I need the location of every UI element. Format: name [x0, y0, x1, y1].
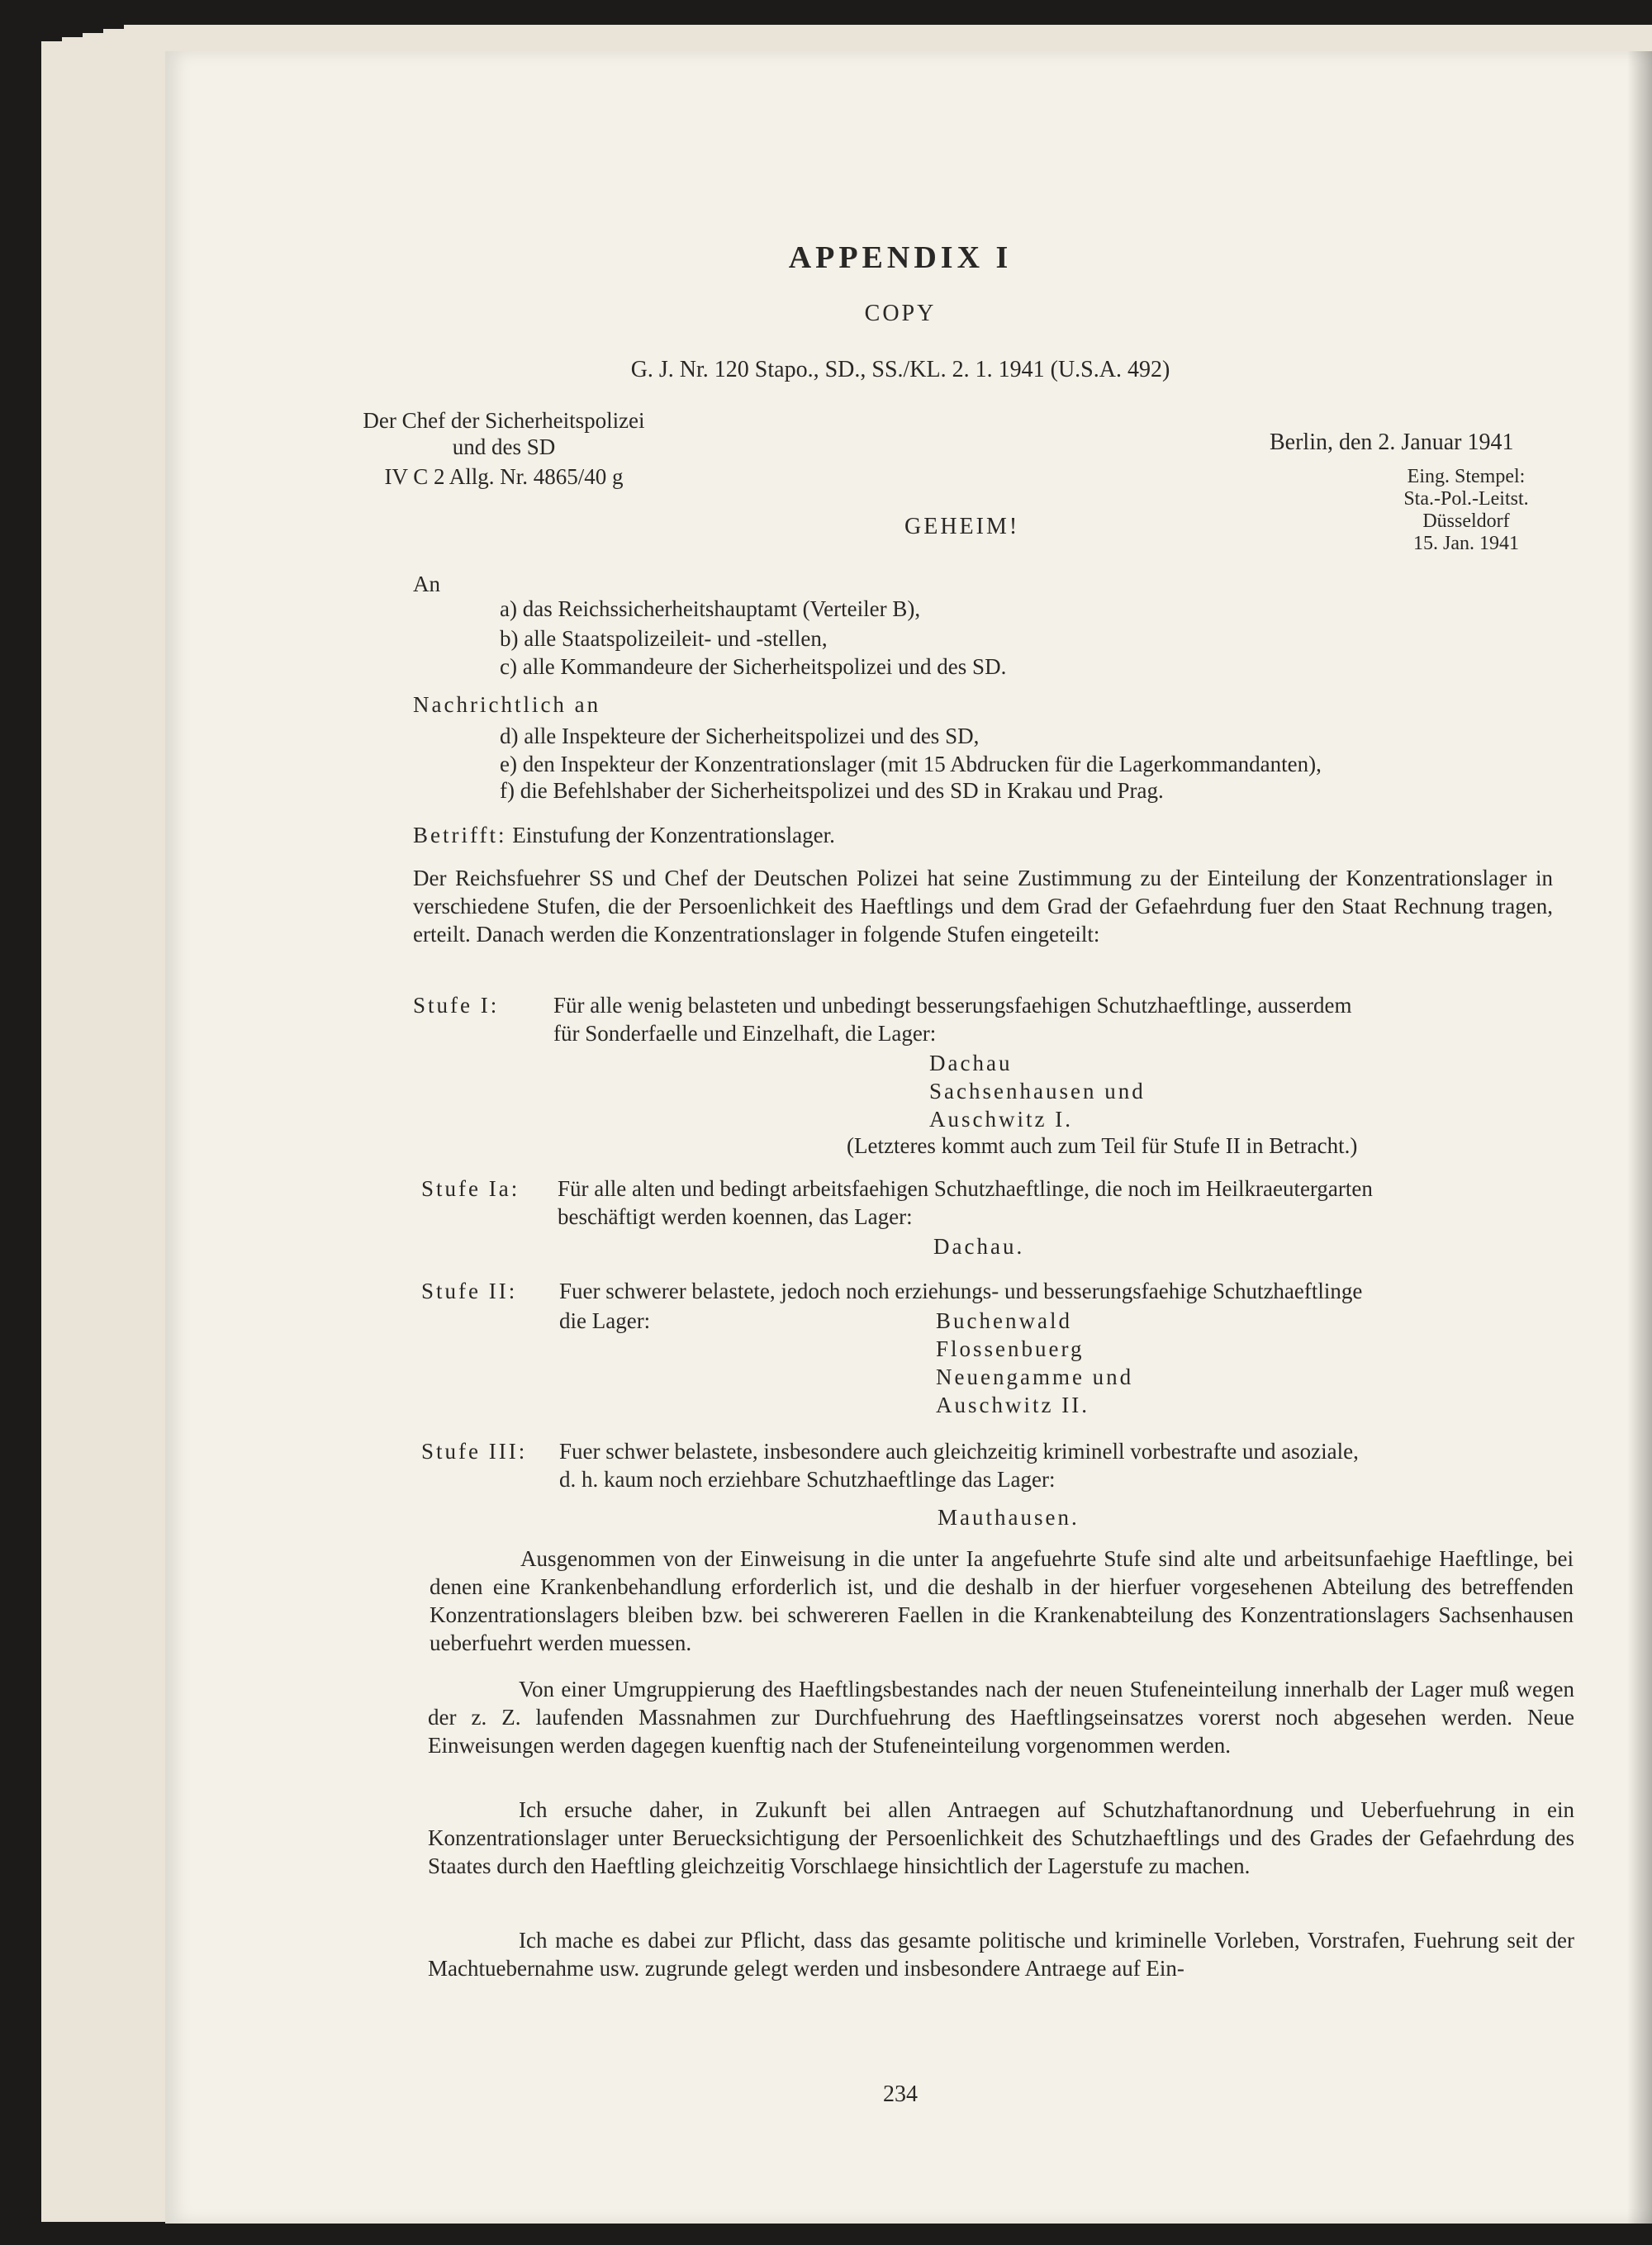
subject-text: Einstufung der Konzentrationslager. [512, 823, 835, 847]
date-line: Berlin, den 2. Januar 1941 [1270, 430, 1514, 455]
an-label: An [413, 572, 440, 596]
page-number: 234 [883, 2081, 918, 2107]
paragraph-antraege: Ich ersuche daher, in Zukunft bei allen Antraegen auf Schutzhaftanordnung und Ueberfuehrung in ein Konzentrationslager unter Beruecksichtigung der Persoenlichkeit des Schutzhaeftlings und des Grades der Gefaehrdung des Staates durch den Haeftling gleichzeitig Vorschlaege hinsichtlich der Lagerstufe zu machen. [428, 1797, 1574, 1878]
paragraph-umgruppierung: Von einer Umgruppierung des Haeftlingsbestandes nach der neuen Stufeneinteilung innerhalb der Lager muß wegen der z. Z. laufenden Massnahmen zur Durchfuehrung des Haeftlingseinsatzes vorerst noch abgesehen werden. Neue Einweisungen werden dagegen kuenftig nach der Stufeneinteilung vorgenommen werden. [428, 1677, 1574, 1758]
nachrichtlich-label: Nachrichtlich an [413, 692, 601, 717]
receipt-stamp [1363, 466, 1569, 555]
document-page [165, 51, 1652, 2224]
book [41, 25, 1640, 2230]
camp-neuengamme: Neuengamme und [936, 1365, 1134, 1389]
stufe-i-line-1: Für alle wenig belasteten und unbedingt besserungsfaehigen Schutzhaeftlinge, ausserdem [553, 993, 1352, 1018]
stamp-line: Eing. Stempel: [1407, 466, 1526, 487]
stufe-iii-label: Stufe III: [421, 1439, 528, 1464]
stufe-i-note: (Letzteres kommt auch zum Teil für Stufe II in Betracht.) [847, 1133, 1358, 1158]
copy-label: COPY [864, 301, 937, 326]
intro-paragraph: Der Reichsfuehrer SS und Chef der Deutschen Polizei hat seine Zustimmung zu der Einteilung der Konzentrationslager in verschiedene Stufen, die der Persoenlichkeit des Haeftlings und dem Grad der Gefaehrdung fuer den Staat Rechnung tragen, erteilt. Danach werden die Konzentrationslager in folgende Stufen eingeteilt: [413, 866, 1553, 947]
stufe-ia-label: Stufe Ia: [421, 1176, 520, 1201]
stufe-ii-line-1: Fuer schwerer belastete, jedoch noch erziehungs- und besserungsfaehige Schutzhaeftlinge [559, 1279, 1363, 1303]
cc-recipient-e: e) den Inspekteur der Konzentrationslager (mit 15 Abdrucken für die Lagerkommandanten), [500, 752, 1322, 776]
camp-dachau-ia: Dachau. [933, 1234, 1025, 1259]
classification: GEHEIM! [904, 514, 1020, 539]
cc-recipient-f: f) die Befehlshaber der Sicherheitspolizei und des SD in Krakau und Prag. [500, 778, 1164, 803]
camp-auschwitz-i: Auschwitz I. [929, 1107, 1073, 1132]
camp-flossenbuerg: Flossenbuerg [936, 1336, 1085, 1361]
camp-mauthausen: Mauthausen. [938, 1505, 1080, 1530]
stufe-ii-line-2: die Lager: [559, 1308, 651, 1333]
stufe-iii-line-1: Fuer schwer belastete, insbesondere auch gleichzeitig kriminell vorbestrafte und asoziale, [559, 1439, 1359, 1464]
camp-dachau: Dachau [929, 1051, 1013, 1075]
recipient-c: c) alle Kommandeure der Sicherheitspolizei und des SD. [500, 654, 1007, 679]
recipient-b: b) alle Staatspolizeileit- und -stellen, [500, 626, 828, 651]
stamp-line: 15. Jan. 1941 [1413, 533, 1519, 554]
sender-line-2: und des SD [452, 434, 556, 459]
camp-sachsenhausen: Sachsenhausen und [929, 1079, 1146, 1104]
paragraph-ausgenommen: Ausgenommen von der Einweisung in die unter Ia angefuehrte Stufe sind alte und arbeitsunfaehige Haeftlinge, bei denen eine Krankenbehandlung erforderlich ist, und die deshalb in der hierfuer vorgesehenen Abteilung des betreffenden Konzentrationslagers bleiben bzw. bei schwereren Faellen in die Krankenabteilung des Konzentrationslagers Sachsenhausen ueberfuehrt werden muessen. [430, 1546, 1574, 1655]
stufe-ii-label: Stufe II: [421, 1279, 518, 1303]
cc-recipient-d: d) alle Inspekteure der Sicherheitspolizei und des SD, [500, 724, 980, 748]
subject-label: Betrifft: [413, 823, 507, 847]
stufe-i-label: Stufe I: [413, 993, 500, 1018]
subject-line [413, 823, 835, 848]
stufe-i-line-2: für Sonderfaelle und Einzelhaft, die Lager: [553, 1021, 937, 1046]
stamp-line: Düsseldorf [1422, 510, 1510, 532]
sender-line-1: Der Chef der Sicherheitspolizei [363, 408, 645, 433]
reference-line: G. J. Nr. 120 Stapo., SD., SS./KL. 2. 1. 1941 (U.S.A. 492) [630, 357, 1170, 382]
appendix-title: APPENDIX I [788, 240, 1013, 275]
camp-buchenwald: Buchenwald [936, 1308, 1072, 1333]
stufe-ia-line-1: Für alle alten und bedingt arbeitsfaehigen Schutzhaeftlinge, die noch im Heilkraeutergarten [558, 1176, 1373, 1201]
stamp-line: Sta.-Pol.-Leitst. [1403, 488, 1529, 510]
paragraph-pflicht: Ich mache es dabei zur Pflicht, dass das gesamte politische und kriminelle Vorleben, Vorstrafen, Fuehrung seit der Machtuebernahme usw. zugrunde gelegt werden und insbesondere Antraege auf Ein- [428, 1928, 1574, 1981]
sender-reference: IV C 2 Allg. Nr. 4865/40 g [384, 464, 624, 489]
recipient-a: a) das Reichssicherheitshauptamt (Verteiler B), [500, 596, 921, 621]
stufe-iii-line-2: d. h. kaum noch erziehbare Schutzhaeftlinge das Lager: [559, 1467, 1056, 1492]
camp-auschwitz-ii: Auschwitz II. [936, 1393, 1089, 1417]
stufe-ia-line-2: beschäftigt werden koennen, das Lager: [558, 1204, 913, 1229]
